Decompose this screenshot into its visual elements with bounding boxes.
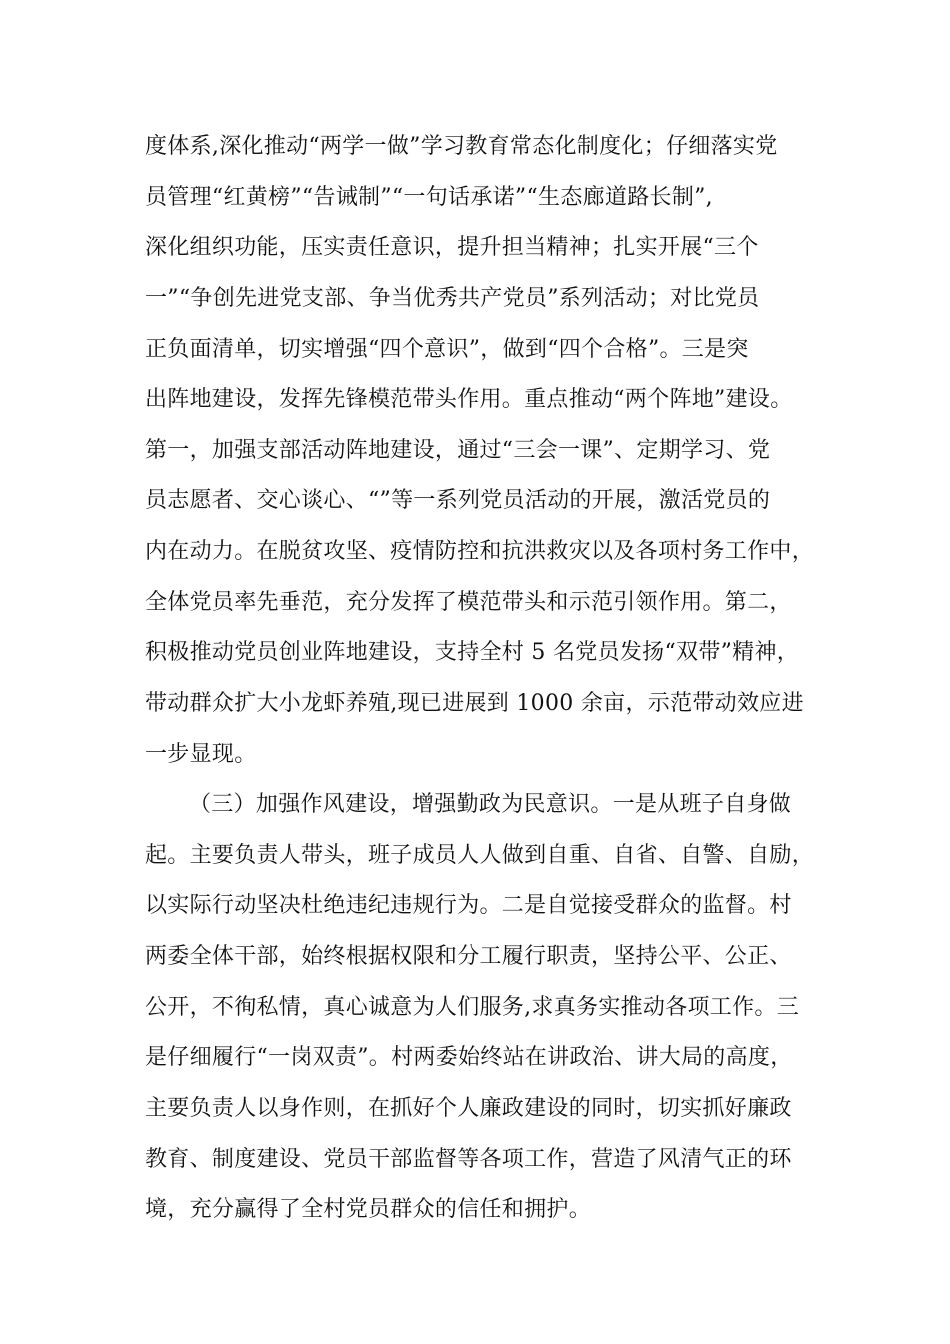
- text-line: 一步显现。: [145, 742, 257, 767]
- text-line: 是仔细履行“一岗双责”。村两委始终站在讲政治、讲大局的高度，: [145, 1045, 793, 1070]
- text-line: 以实际行动坚决杜绝违纪违规行为。二是自觉接受群众的监督。村: [145, 893, 792, 918]
- text-line: 两委全体干部，始终根据权限和分工履行职责，坚持公平、公正、: [145, 944, 792, 969]
- text-line: 教育、制度建设、党员干部监督等各项工作，营造了风清气正的环: [145, 1147, 792, 1172]
- text-line: 起。主要负责人带头，班子成员人人做到自重、自省、自警、自励，: [145, 843, 815, 868]
- text-line: 员管理“红黄榜”“告诫制”“一句话承诺”“生态廊道路长制”,: [145, 185, 713, 210]
- text-line: 内在动力。在脱贫攻坚、疫情防控和抗洪救灾以及各项村务工作中，: [145, 539, 815, 564]
- text-line: 积极推动党员创业阵地建设，支持全村 5 名党员发扬“双带”精神，: [145, 640, 800, 665]
- text-line: 正负面清单，切实增强“四个意识”，做到“四个合格”。三是突: [145, 337, 749, 362]
- text-line: 员志愿者、交心谈心、“”等一系列党员活动的开展，激活党员的: [145, 488, 771, 513]
- text-line: 境，充分赢得了全村党员群众的信任和拥护。: [145, 1197, 592, 1222]
- text-line: 深化组织功能，压实责任意识，提升担当精神；扎实开展“三个: [145, 235, 759, 260]
- text-line: 第一，加强支部活动阵地建设，通过“三会一课”、定期学习、党: [145, 438, 771, 463]
- text-line: 出阵地建设，发挥先锋模范带头作用。重点推动“两个阵地”建设。: [145, 387, 793, 412]
- text-line: 度体系,深化推动“两学一做”学习教育常态化制度化；仔细落实党: [145, 134, 778, 159]
- text-line: 全体党员率先垂范，充分发挥了模范带头和示范引领作用。第二，: [145, 590, 792, 615]
- text-line: 带动群众扩大小龙虾养殖,现已进展到 1000 余亩，示范带动效应进: [145, 691, 804, 716]
- text-line: 一”“争创先进党支部、争当优秀共产党员”系列活动；对比党员: [145, 286, 760, 311]
- text-line: 公开，不徇私情，真心诚意为人们服务,求真务实推动各项工作。三: [145, 995, 799, 1020]
- paragraph-heading-line: （三）加强作风建设，增强勤政为民意识。一是从班子自身做: [189, 792, 792, 817]
- text-line: 主要负责人以身作则，在抓好个人廉政建设的同时，切实抓好廉政: [145, 1096, 792, 1121]
